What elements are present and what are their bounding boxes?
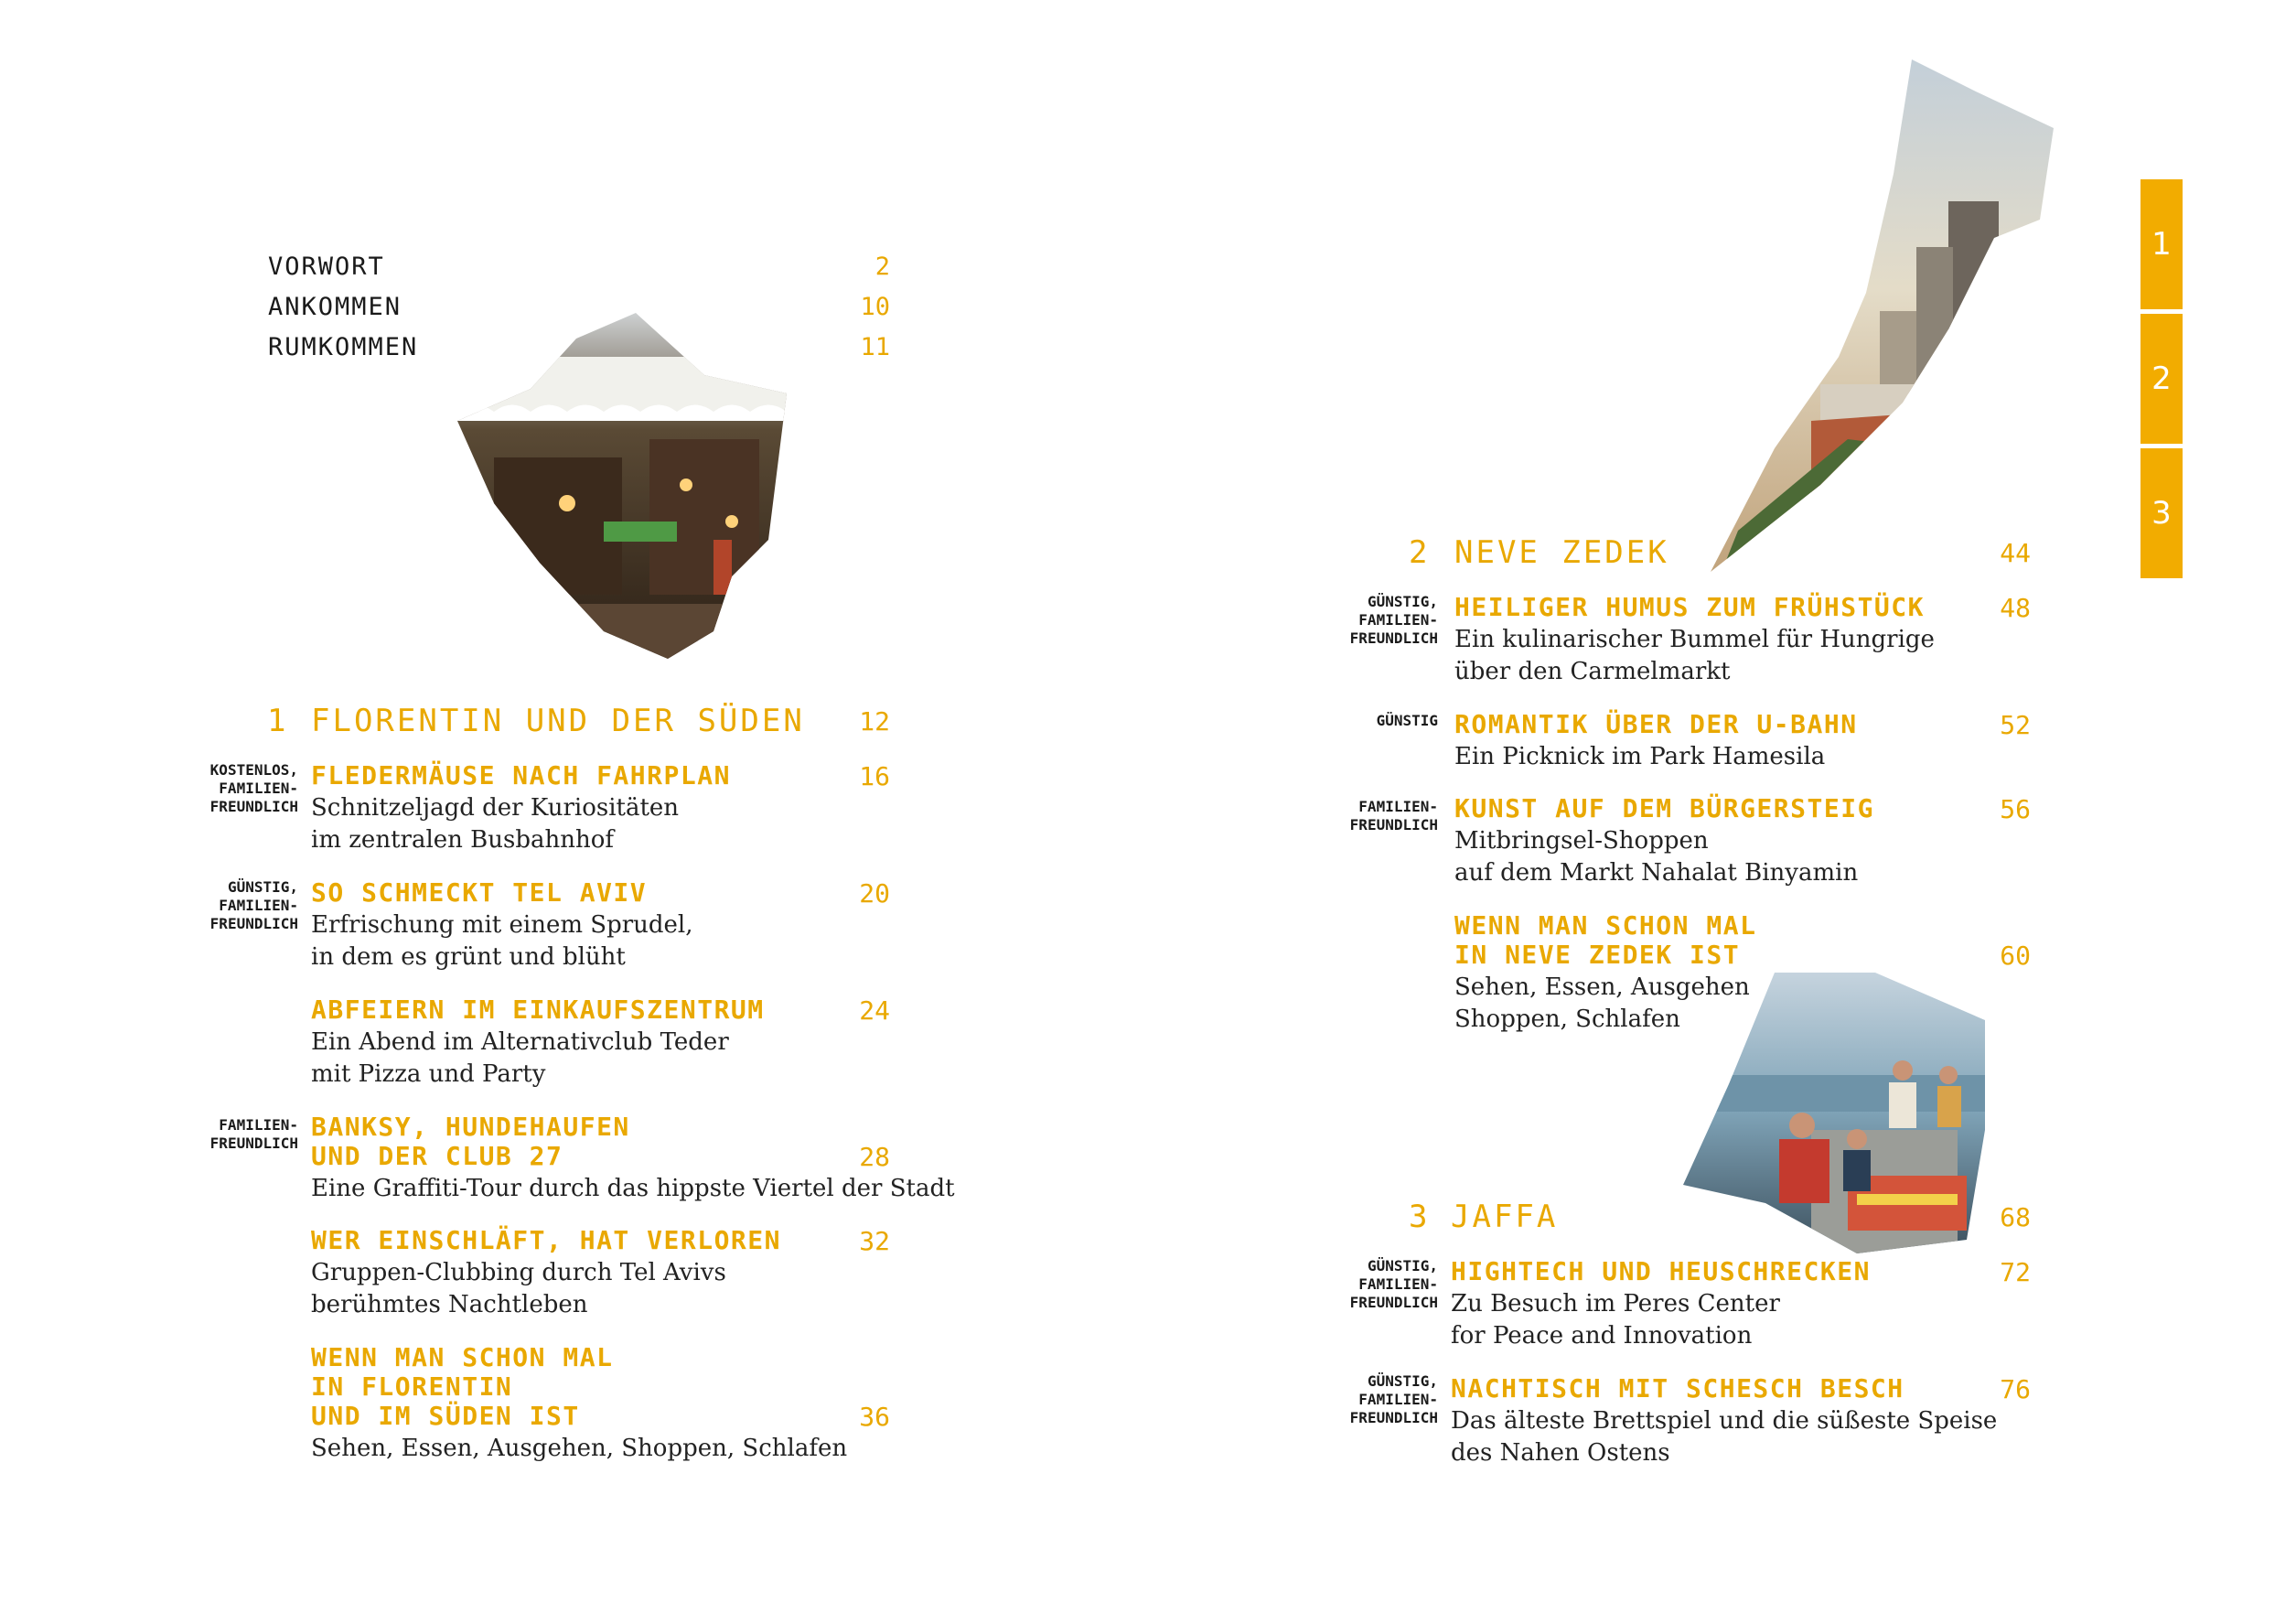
entry-title[interactable]: WENN MAN SCHON MAL IN FLORENTIN UND IM SÜDEN IST: [311, 1342, 614, 1431]
entry-page: 72: [2000, 1257, 2031, 1287]
toc-front-rumkommen-page: 11: [860, 333, 890, 361]
entry-description: Eine Graffiti-Tour durch das hippste Viertel der Stadt: [311, 1175, 955, 1202]
toc-front-rumkommen[interactable]: RUMKOMMEN: [268, 333, 419, 361]
entry-title[interactable]: WER EINSCHLÄFT, HAT VERLOREN: [311, 1225, 782, 1255]
entry-description: Sehen, Essen, Ausgehen Shoppen, Schlafen: [1454, 973, 1750, 1033]
entry-description: Schnitzeljagd der Kuriositäten im zentralen Busbahnhof: [311, 794, 680, 854]
entry-page: 36: [859, 1402, 890, 1432]
toc-front-ankommen-page: 10: [860, 293, 890, 321]
entry-tag: GÜNSTIG, FAMILIEN- FREUNDLICH: [1349, 593, 1438, 647]
entry-page: 16: [859, 761, 890, 791]
entry-title[interactable]: FLEDERMÄUSE NACH FAHRPLAN: [311, 760, 731, 790]
photo-skyline: [1683, 55, 2067, 576]
section-page: 12: [859, 706, 890, 737]
section-number: 3: [1409, 1199, 1428, 1235]
entry-tag: KOSTENLOS, FAMILIEN- FREUNDLICH: [209, 761, 298, 815]
entry-title[interactable]: BANKSY, HUNDEHAUFEN UND DER CLUB 27: [311, 1112, 630, 1171]
section-title-florentin[interactable]: FLORENTIN UND DER SÜDEN: [311, 703, 805, 739]
photo-backgammon-players: [1674, 965, 1994, 1258]
entry-description: Sehen, Essen, Ausgehen, Shoppen, Schlafen: [311, 1435, 848, 1462]
entry-description: Mitbringsel-Shoppen auf dem Markt Nahalat Binyamin: [1454, 827, 1859, 887]
section-number: 1: [267, 703, 286, 739]
entry-title[interactable]: KUNST AUF DEM BÜRGERSTEIG: [1454, 793, 1874, 823]
entry-tag: GÜNSTIG, FAMILIEN- FREUNDLICH: [1349, 1257, 1438, 1311]
entry-page: 28: [859, 1142, 890, 1172]
entry-description: Erfrischung mit einem Sprudel, in dem es grünt und blüht: [311, 911, 693, 971]
entry-title[interactable]: NACHTISCH MIT SCHESCH BESCH: [1451, 1373, 1904, 1404]
entry-description: Das älteste Brettspiel und die süßeste Speise des Nahen Ostens: [1451, 1407, 1998, 1467]
photo-market-stall: [439, 302, 823, 668]
entry-page: 60: [2000, 941, 2031, 971]
section-page: 44: [2000, 538, 2031, 568]
toc-front-vorwort-page: 2: [874, 253, 890, 281]
entry-tag: FAMILIEN- FREUNDLICH: [209, 1116, 298, 1152]
entry-tag: GÜNSTIG, FAMILIEN- FREUNDLICH: [209, 878, 298, 932]
entry-title[interactable]: SO SCHMECKT TEL AVIV: [311, 877, 648, 908]
section-number: 2: [1409, 534, 1428, 571]
section-page: 68: [2000, 1202, 2031, 1232]
section-title-neve-zedek[interactable]: NEVE ZEDEK: [1454, 534, 1669, 571]
entry-tag: FAMILIEN- FREUNDLICH: [1349, 798, 1438, 834]
chapter-tab-2[interactable]: 2: [2140, 314, 2183, 444]
entry-tag: GÜNSTIG, FAMILIEN- FREUNDLICH: [1349, 1372, 1438, 1426]
entry-page: 48: [2000, 593, 2031, 623]
entry-page: 52: [2000, 710, 2031, 740]
entry-title[interactable]: ROMANTIK ÜBER DER U-BAHN: [1454, 709, 1858, 739]
entry-title[interactable]: ABFEIERN IM EINKAUFSZENTRUM: [311, 995, 765, 1025]
entry-page: 24: [859, 995, 890, 1026]
entry-description: Gruppen-Clubbing durch Tel Avivs berühmtes Nachtleben: [311, 1259, 726, 1318]
chapter-tab-3[interactable]: 3: [2140, 448, 2183, 578]
entry-page: 20: [859, 878, 890, 909]
entry-title[interactable]: WENN MAN SCHON MAL IN NEVE ZEDEK IST: [1454, 910, 1757, 970]
section-title-jaffa[interactable]: JAFFA: [1451, 1199, 1559, 1235]
entry-description: Zu Besuch im Peres Center for Peace and Innovation: [1451, 1290, 1780, 1350]
chapter-tab-1[interactable]: 1: [2140, 179, 2183, 309]
entry-page: 32: [859, 1226, 890, 1256]
entry-page: 56: [2000, 794, 2031, 824]
toc-front-vorwort[interactable]: VORWORT: [268, 253, 385, 281]
entry-tag: GÜNSTIG: [1376, 712, 1438, 729]
entry-description: Ein Abend im Alternativclub Teder mit Pizza und Party: [311, 1028, 729, 1088]
toc-front-ankommen[interactable]: ANKOMMEN: [268, 293, 402, 321]
entry-title[interactable]: HEILIGER HUMUS ZUM FRÜHSTÜCK: [1454, 592, 1926, 622]
entry-page: 76: [2000, 1374, 2031, 1404]
entry-description: Ein Picknick im Park Hamesila: [1454, 743, 1826, 770]
entry-title[interactable]: HIGHTECH UND HEUSCHRECKEN: [1451, 1256, 1871, 1286]
entry-description: Ein kulinarischer Bummel für Hungrige über den Carmelmarkt: [1454, 626, 1935, 685]
